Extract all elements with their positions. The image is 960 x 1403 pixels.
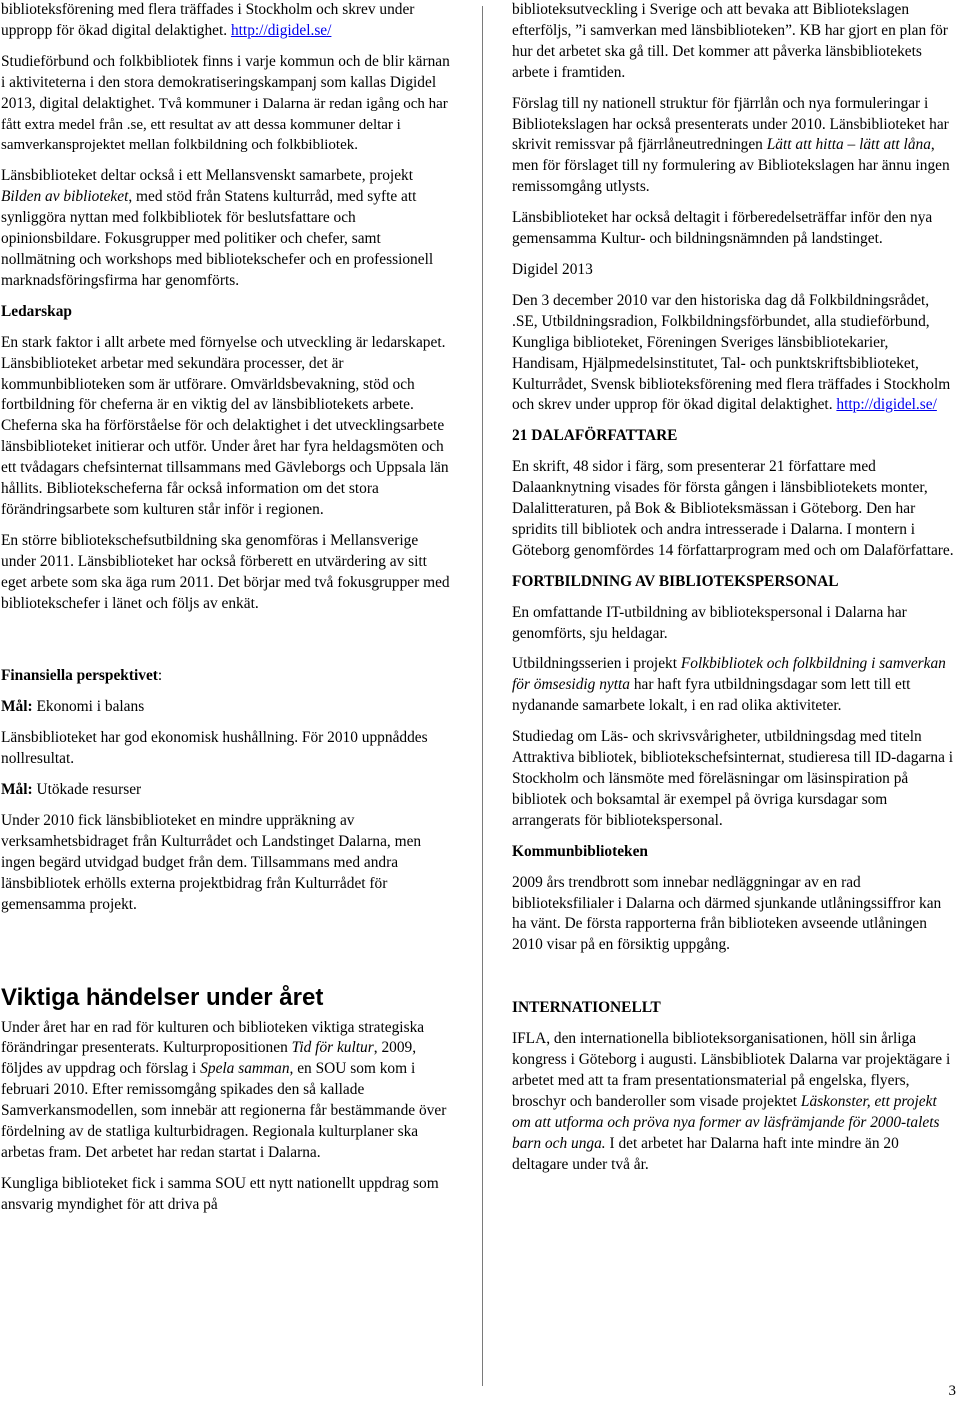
paragraph: En omfattande IT-utbildning av bibliotekspersonal i Dalarna har genomförts, sju heldagar.: [512, 603, 907, 642]
paragraph: Länsbiblioteket har också deltagit i förberedelseträffar inför den nya gemensamma Kultur- och bildningsnämnden på landstinget.: [512, 209, 933, 248]
paragraph: En stark faktor i allt arbete med förnyelse och utveckling är ledarskapet. Länsbiblioteket arbetar med sekundära processer, det är kommunbiblioteken som är utförare. Omvärldsbevakning, stöd och fortbildning för cheferna är en viktig del av länsbibliotekets arbete. Cheferna ska ha förförståelse för och delaktighet i det utvecklingsarbete länsbiblioteket initierar och utför. Under året har fyra heldagsmöten och ett tvådagars chefsinternat tillsammans med Gävleborgs och Uppsala län hållits. Bibliotekscheferna får också information om det stora förändringsarbete som kulturen står inför i regionen.: [1, 333, 449, 518]
paragraph-text: en SOU som kom i februari 2010. Efter remissomgång spikades den så kallade Samverkansmodellen, som innebär att regionerna får bestämmande över fördelning av de statliga kulturbidragen. Regionala kulturplaner ska arbetas fram. Det arbetet har redan startat i Dalarna.: [1, 1060, 447, 1161]
goal-label: Mål:: [1, 781, 33, 799]
paragraph-text: I det arbetet har Dalarna haft inte mindre än 20 deltagare under två år.: [512, 1134, 899, 1173]
paragraph: [512, 291, 958, 416]
goal-text: Utökade resurser: [32, 781, 142, 799]
goal-label: Mål:: [1, 698, 33, 716]
paragraph-text: Två kommuner i Dalarna är redan igång och har fått extra medel från .se, ett resultat av att dessa kommuner deltar i samverkansprojektet mellan folkbildning och folkbibliotek.: [1, 95, 448, 154]
digidel-link[interactable]: http://digidel.se/: [230, 21, 332, 39]
paragraph: [1, 52, 451, 157]
paragraph: [1, 1018, 451, 1164]
digidel-link[interactable]: http://digidel.se/: [836, 396, 937, 414]
paragraph-text: Den 3 december 2010 var den historiska dag då Folkbildningsrådet, .SE, Utbildningsradion, Folkbildningsförbundet, alla studieförbund, Kungliga biblioteket, Föreningen Sveriges länsbibliotekarier, Handisam, Hjälpmedelsinstitutet, Tal- och punktskriftsbiblioteket, Kulturrådet, Svensk biblioteksförening med flera träffades i Stockholm och skrev under upprop för ökad digital delaktighet.: [512, 291, 951, 414]
paragraph-text: Studieförbund och folkbibliotek finns i varje kommun och de blir kärnan i aktiviteterna i den stora demokratiseringskampanj som kallas Digidel 2013, digital delaktighet.: [1, 52, 450, 112]
paragraph-text: biblioteksförening med flera träffades i Stockholm och skrev under uppropp för ökad digital delaktighet.: [1, 1, 415, 39]
project-name: Folkbibliotek och folkbildning i samverkan för ömsesidig nytta: [512, 655, 946, 694]
paragraph-text: , med stöd från Statens kulturråd, med syfte att synliggöra nyttan med folkbibliotek för beslutsfattare och opinionsbildare. Fokusgrupper med politiker och chefer, samt nollmätning och workshops med bibliotekschefer och en professionell marknadsföringsfirma har genomförts.: [1, 188, 434, 289]
heading-colon: :: [157, 667, 163, 685]
goal-line: [1, 697, 451, 718]
section-heading-viktiga: Viktiga händelser under året: [1, 983, 324, 1011]
title-italic: Tid för kultur: [291, 1039, 374, 1057]
title-italic: Lätt att hitta – lätt att låna: [766, 136, 931, 154]
section-heading-finans: [1, 666, 451, 687]
title-italic: Spela samman,: [200, 1060, 294, 1078]
paragraph: biblioteksutveckling i Sverige och att bevaka att Bibliotekslagen efterföljs, ”i samverkan med länsbiblioteken”. KB har gjort en plan för hur det arbetet ska gå till. Det kommer att påverka länsbibliotekets arbete i framtiden.: [512, 1, 948, 81]
paragraph: [512, 1029, 958, 1175]
paragraph-text: , 2009, följdes av uppdrag och förslag i: [1, 1039, 417, 1078]
section-heading-ledarskap: Ledarskap: [1, 302, 72, 320]
paragraph: En skrift, 48 sidor i färg, som presenterar 21 författare med Dalaanknytning visades för första gången i länsbibliotekets monter, Dalalitteraturen, på Bok & Biblioteksmässan i Göteborg. Den har spridits till bibliotek och andra intresserade i Dalarna. I montern i Göteborg genomfördes 14 författarprogram med och om Dalaförfattare.: [512, 458, 954, 559]
paragraph-text: , men för förslaget till ny formulering av Bibliotekslagen har ännu ingen remissomgång utlysts.: [512, 136, 950, 196]
paragraph-text: Länsbiblioteket deltar också i ett Mellansvenskt samarbete, projekt: [1, 167, 414, 185]
paragraph-text: Under året har en rad för kulturen och biblioteken viktiga strategiska förändringar presenterats. Kulturpropositionen: [1, 1018, 425, 1057]
heading-text: Finansiella perspektivet: [1, 667, 158, 685]
section-heading-digidel: Digidel 2013: [512, 260, 593, 278]
section-heading-internationellt: INTERNATIONELLT: [512, 999, 661, 1017]
spacer: [1, 926, 451, 984]
paragraph: 2009 års trendbrott som innebar nedläggningar av en rad biblioteksfilialer i Dalarna och därmed sjunkande utlåningssiffror kan ha vänt. De första rapporterna från biblioteken avseende utlåningen 2010 visar på en försiktig uppgång.: [512, 873, 942, 954]
paragraph-text: Utbildningsserien i projekt: [512, 655, 681, 673]
goal-line: [1, 780, 451, 801]
project-name: Bilden av biblioteket: [1, 188, 129, 206]
paragraph: Studiedag om Läs- och skrivsvårigheter, utbildningsdag med titeln Attraktiva bibliotek, bibliotekschefsinternat, studieresa till ID-dagarna i Stockholm och länsmöte med föreläsningar om läsinspiration på bibliotek och boksamtal är exempel på övriga kursdagar som arrangerats för bibliotekspersonal.: [512, 728, 954, 829]
paragraph: En större bibliotekschefsutbildning ska genomföras i Mellansverige under 2011. Länsbiblioteket har också förberett en utvärdering av sitt eget arbete som ska äga rum 2011. Det börjar med två fokusgrupper med bibliotekschefer i länet och följs av enkät.: [1, 531, 450, 612]
right-column: [512, 0, 958, 1186]
paragraph: Under 2010 fick länsbiblioteket en mindre uppräkning av verksamhetsbidraget från Kulturrådet och Landstinget Dalarna, men ingen begärd utvidgad budget från dem. Tillsammans med andra länsbibliotek erhölls externa projektbidrag från Kulturrådet för gemensamma projekt.: [1, 812, 422, 913]
paragraph-text: Förslag till ny nationell struktur för fjärrlån och nya formuleringar i Bibliotekslagen har också presenterats under 2010. Länsbiblioteket har skrivit remissvar på fjärrlåneutredningen: [512, 94, 949, 154]
project-name: Läskonster, ett projekt om att utforma och pröva nya former av läsfrämjande för 2000-talets barn och unga.: [512, 1092, 940, 1152]
paragraph: [1, 166, 451, 291]
column-divider: [482, 6, 483, 1386]
page-number: 3: [948, 1383, 956, 1399]
section-heading-dalaforfattare: 21 DALAFÖRFATTARE: [512, 427, 678, 445]
spacer: [1, 624, 451, 666]
paragraph: [512, 654, 958, 717]
spacer: [512, 966, 958, 998]
paragraph: [512, 94, 958, 199]
paragraph: Länsbiblioteket har god ekonomisk hushållning. För 2010 uppnåddes nollresultat.: [1, 729, 428, 768]
paragraph: Kungliga biblioteket fick i samma SOU ett nytt nationellt uppdrag som ansvarig myndighet för att driva på: [1, 1174, 439, 1213]
paragraph: [1, 0, 451, 42]
section-heading-kommunbibliotek: Kommunbiblioteken: [512, 842, 648, 860]
left-column: [1, 0, 451, 1226]
paragraph-text: har haft fyra utbildningsdagar som lett till ett nydanande samarbete lokalt, i en rad olika aktiviteter.: [512, 676, 911, 715]
section-heading-fortbildning: FORTBILDNING AV BIBLIOTEKSPERSONAL: [512, 572, 839, 590]
goal-text: Ekonomi i balans: [32, 698, 145, 716]
paragraph-text: IFLA, den internationella biblioteksorganisationen, höll sin årliga kongress i Göteborg i augusti. Länsbibliotek Dalarna var projektägare i arbetet med att ta fram presentationsmaterial på engelska, flyers, broschyr och banderoller som visade projektet: [512, 1030, 951, 1110]
